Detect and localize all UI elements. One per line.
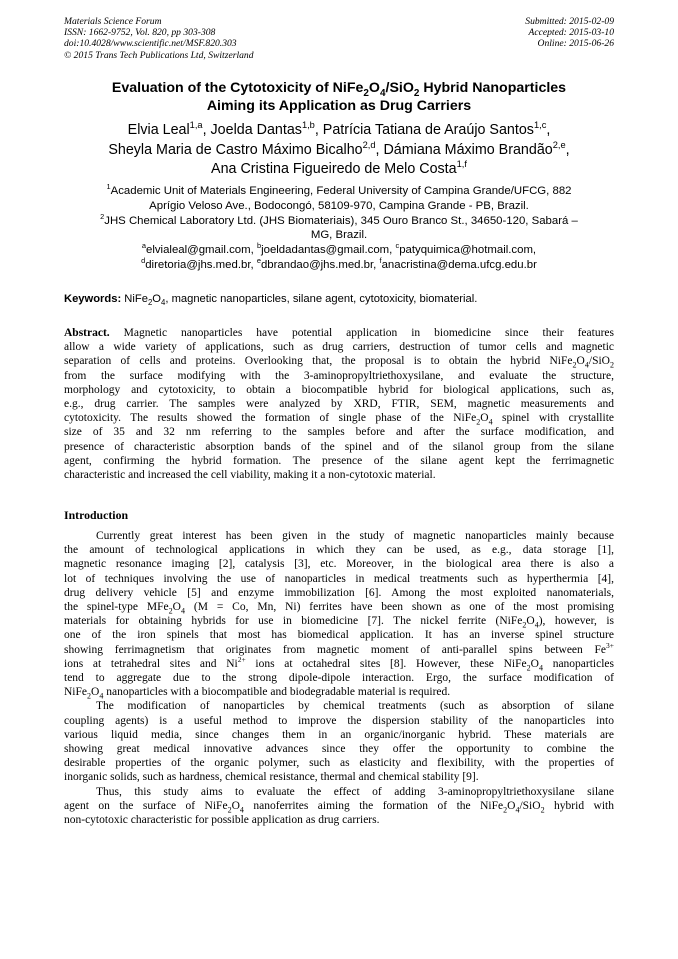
body-line: desirable properties of the organic polymer, such as elasticity and flexibility, with the properties of xyxy=(64,757,614,770)
body-line: coupling agents) is a useful method to improve the dispersion stability of the nanoparticles into xyxy=(64,714,614,727)
journal-header xyxy=(64,16,254,61)
doi: doi:10.4028/www.scientific.net/MSF.820.303 xyxy=(64,38,237,50)
abstract xyxy=(64,326,614,482)
copyright: © 2015 Trans Tech Publications Ltd, Switzerland xyxy=(64,49,254,61)
abstract-line: morphology and cytotoxicity, to obtain a biocompatible hybrid for biological applications, such as, xyxy=(64,383,614,396)
body-line: non-cytotoxic characteristic for possible application as drug carriers. xyxy=(64,814,380,827)
dates-header xyxy=(525,16,614,50)
abstract-line: size of 35 and 32 nm referring to the samples before and after the surface modification, and xyxy=(64,426,614,439)
body-line: drug delivery vehicle [5] and enzyme immobilization [6]. Among the most exploited nanomaterials, xyxy=(64,586,614,599)
abstract-label: Abstract. xyxy=(64,327,110,339)
body-line: showing ferrimagnetism that originates from magnetic moment of anti-parallel spins between $Fe^{3+}$ xyxy=(64,640,614,656)
abstract-line: e.g., drug carrier. The samples were analyzed by XRD, FTIR, SEM, magnetic measurements and xyxy=(64,398,614,411)
affiliation-line: MG, Brazil. xyxy=(310,229,368,242)
author-list xyxy=(64,121,614,180)
paper-title xyxy=(64,79,614,115)
abstract-line: allow a wide variety of applications, such as drug carriers, destruction of tumor cells and magnetic xyxy=(64,341,614,354)
body-line: inorganic solids, such as hardness, chemical resistance, thermal and chemical stability [9]. xyxy=(64,771,479,784)
body-line: agent on the surface of $NiFe_2O_4$ nanoferrites aiming the formation of the $NiFe_2O_4/SiO_2$ hybrid with xyxy=(64,799,614,815)
body-line: Currently great interest has been given in the study of magnetic nanoparticles mainly because xyxy=(96,530,614,542)
body-line: the amount of technological applications in which they can be used, as e.g., data storage [1], xyxy=(64,544,614,557)
abstract-line: presence of characteristic absorption bands of the spinel and of the silanol group from the silane xyxy=(64,440,614,453)
title-line-2: Aiming its Application as Drug Carriers xyxy=(206,98,472,114)
body-line: lot of techniques involving the use of nanoparticles in medical treatments such as hyperthermia [4], xyxy=(64,572,614,585)
body-line: ions at tetrahedral sites and $Ni^{2+}$ ions at octahedral sites [8]. However, these $NiFe_2O_4$ nanoparticles xyxy=(64,655,614,673)
body-line: various liquid media, since changes them in an organic/inorganic hybrid. These materials are xyxy=(64,728,614,741)
body-line: one of the iron spinels that most has biomedical application. It has an inverse spinel structure xyxy=(64,629,614,642)
online-date: Online: 2015-06-26 xyxy=(537,38,614,50)
email-line: $^a$elvialeal@gmail.com, $^b$joeldadantas@gmail.com, $^c$patyquimica@hotmail.com, xyxy=(141,241,537,257)
body-line: showing great medical innovative advances since they offer the opportunity to combine the xyxy=(64,743,614,756)
author-line: Elvia Leal$^{1,a}$, Joelda Dantas$^{1,b}$, Patrícia Tatiana de Araújo Santos$^{1,c}$, xyxy=(127,120,551,138)
body-line: materials for obtaining hybrids for use in biomedicine [7]. The nickel ferrite $(NiFe_2O_4)$, however, is xyxy=(64,615,614,630)
body-line: tend to aggregate due to the strong dipole-dipole interaction. Ergo, the surface modification of xyxy=(64,672,614,685)
body-line: The modification of nanoparticles by chemical treatments (such as absorption of silane xyxy=(96,700,614,713)
keywords: Keywords: $NiFe_2O_4$, magnetic nanoparticles, silane agent, cytotoxicity, biomaterial. xyxy=(64,293,478,308)
section-heading-introduction: Introduction xyxy=(64,508,129,522)
abstract-line: from the surface modifying with the 3-aminopropyltriethoxysilane, and evaluate the structure, xyxy=(64,369,614,382)
submitted-date: Submitted: 2015-02-09 xyxy=(525,16,614,27)
body-line: magnetic resonance imaging [2], catalysis [3], etc. Moreover, in the biological area there is also a xyxy=(64,558,614,571)
abstract-line: Abstract. Magnetic nanoparticles have potential application in biomedicine since their features xyxy=(64,327,614,339)
body-line: $NiFe_2O_4$ nanoparticles with a biocompatible and biodegradable material is required. xyxy=(64,686,451,701)
abstract-line: cytotoxicity. The results showed the formation of single phase of the $NiFe_2O_4$ spinel with crystallite xyxy=(64,412,614,427)
body-line: the spinel-type $MFe_2O_4$ (M = Co, Mn, Ni) ferrites have been shown as one of the most promising xyxy=(64,601,614,616)
title-line-1: Evaluation of the Cytotoxicity of $NiFe_2O_4/SiO_2$ Hybrid Nanoparticles xyxy=(111,80,567,99)
author-line: Ana Cristina Figueiredo de Melo Costa$^{1,f}$ xyxy=(211,159,467,178)
body-line: Thus, this study aims to evaluate the effect of adding 3-aminopropyltriethoxysilane silane xyxy=(96,785,614,798)
keywords-label: Keywords: xyxy=(64,293,122,305)
affiliation-line: $^1$Academic Unit of Materials Engineering, Federal University of Campina Grande/UFCG, 882 xyxy=(106,182,572,197)
abstract-line: separation of cells and proteins. Overlooking that, the proposal is to obtain the hybrid $NiFe_2O_4/SiO_2$ xyxy=(64,355,614,370)
introduction-body xyxy=(64,529,614,827)
issn: ISSN: 1662-9752, Vol. 820, pp 303-308 xyxy=(64,27,216,39)
affiliation-line: $^2$JHS Chemical Laboratory Ltd. (JHS Biomateriais), 345 Ouro Branco St., 34650-120, Sabará – xyxy=(100,211,578,227)
abstract-line: characteristic and increased the cell viability, making it a non-cytotoxic material. xyxy=(64,469,436,482)
journal-name: Materials Science Forum xyxy=(64,16,162,27)
author-line: Sheyla Maria de Castro Máximo Bicalho$^{2,d}$, Dámiana Máximo Brandão$^{2,e}$, xyxy=(108,139,570,158)
affiliation-line: Aprígio Veloso Ave., Bodocongó, 58109-970, Campina Grande - PB, Brazil. xyxy=(149,199,529,212)
email-line: $^d$diretoria@jhs.med.br, $^e$dbrandao@jhs.med.br, $^f$anacristina@dema.ufcg.edu.br xyxy=(141,256,537,271)
accepted-date: Accepted: 2015-03-10 xyxy=(528,27,614,39)
abstract-line: agent, confirming the hybrid formation. The presence of the silane agent kept the ferrimagnetic xyxy=(64,454,614,467)
affiliations xyxy=(64,184,614,273)
